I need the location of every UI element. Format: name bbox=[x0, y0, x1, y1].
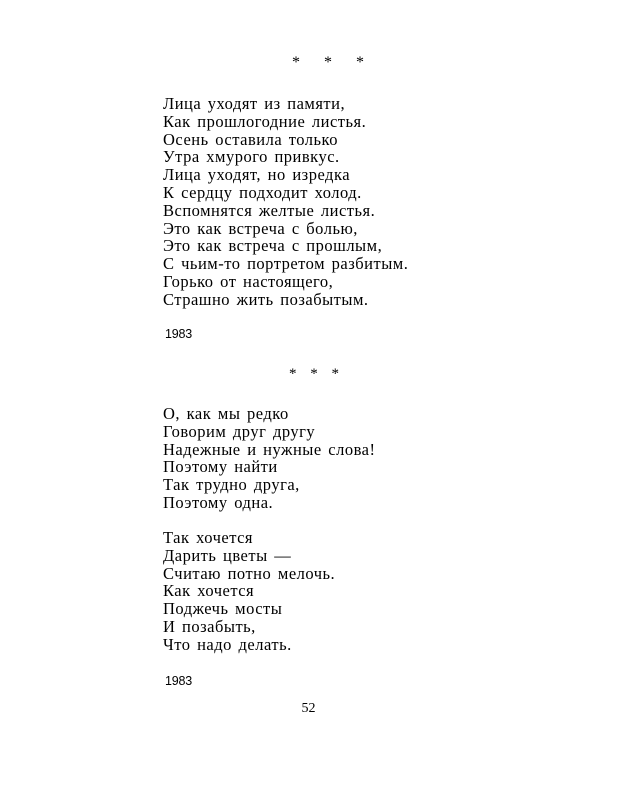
poem-2-stanza-2 bbox=[163, 529, 335, 654]
page-number: 52 bbox=[301, 701, 316, 716]
poem-line: И позабыть, bbox=[163, 616, 256, 636]
poem-line: Поджечь мосты bbox=[163, 599, 283, 619]
poem-line: Лица уходят, но изредка bbox=[163, 165, 351, 185]
poem-year: 1983 bbox=[165, 327, 193, 341]
poem-line: Как прошлогодние листья. bbox=[163, 111, 367, 131]
poem-line: Так хочется bbox=[163, 528, 254, 547]
section-divider: * * * bbox=[289, 366, 344, 382]
poem-line: Говорим друг другу bbox=[163, 421, 316, 441]
poem-line: Горько от настоящего, bbox=[163, 271, 334, 291]
poem-1 bbox=[163, 95, 408, 309]
poem-line: Так трудно друга, bbox=[163, 475, 300, 495]
poem-line: Вспомнятся желтые листья. bbox=[163, 200, 376, 220]
section-divider: * * * bbox=[292, 54, 374, 71]
poem-2-stanza-1 bbox=[163, 405, 376, 512]
poem-line: О, как мы редко bbox=[163, 404, 289, 423]
poem-line: Дарить цветы — bbox=[163, 545, 292, 565]
poem-line: Поэтому одна. bbox=[163, 492, 274, 512]
poem-line: К сердцу подходит холод. bbox=[163, 182, 362, 202]
poem-line: Утра хмурого привкус. bbox=[163, 147, 340, 167]
poem-line: Лица уходят из памяти, bbox=[163, 94, 346, 113]
poem-line: Поэтому найти bbox=[163, 457, 278, 477]
poem-line: Надежные и нужные слова! bbox=[163, 439, 376, 459]
poem-year: 1983 bbox=[165, 674, 193, 688]
poem-line: Это как встреча с болью, bbox=[163, 218, 358, 238]
poem-line: Что надо делать. bbox=[163, 634, 292, 654]
poem-line: Как хочется bbox=[163, 581, 255, 601]
poem-line: Считаю потно мелочь. bbox=[163, 563, 336, 583]
poem-line: Это как встреча с прошлым, bbox=[163, 236, 383, 256]
poem-line: Осень оставила только bbox=[163, 129, 338, 149]
poem-line: Страшно жить позабытым. bbox=[163, 289, 369, 309]
poem-line: С чьим-то портретом разбитым. bbox=[163, 254, 409, 274]
